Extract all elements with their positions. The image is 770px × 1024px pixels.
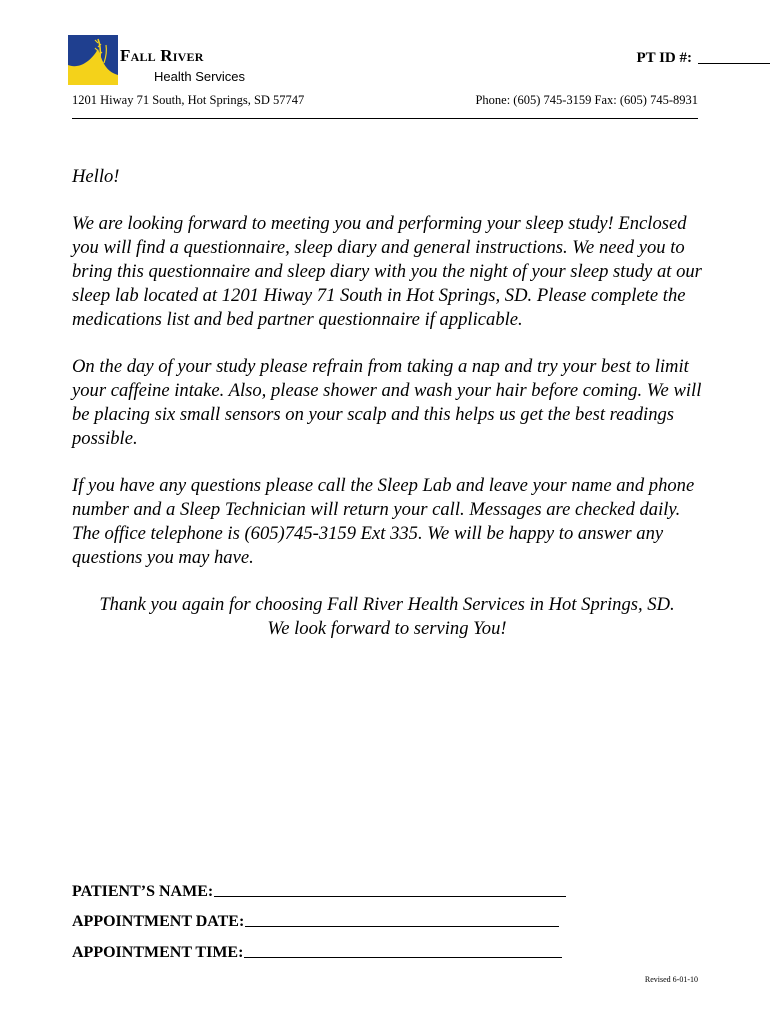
greeting: Hello! [72,166,120,187]
org-subtitle: Health Services [154,69,246,84]
paragraph-study-day: On the day of your study please refrain from taking a nap and try your best to limit your caffeine intake. Also, please shower and wash your hair before coming. We will be placing six small sensors on your scalp and this helps us get the best readings possible. [72,356,702,449]
paragraph-questions: If you have any questions please call the Sleep Lab and leave your name and phone number and a Sleep Technician will return your call. Messages are checked daily. The office telephone is (605)745-3159 Ext 335. We will be happy to answer any questions you may have. [72,475,695,568]
address: 1201 Hiway 71 South, Hot Springs, SD 57747 [72,93,305,107]
closing-line-1: Thank you again for choosing Fall River Health Services in Hot Springs, SD. [99,594,675,615]
contact-info: Phone: (605) 745-3159 Fax: (605) 745-8931 [475,93,698,107]
revision-note: Revised 6-01-10 [644,975,698,984]
letter-body [72,165,702,664]
closing-line-2: We look forward to serving You! [267,618,507,639]
pt-id-blank[interactable] [698,63,770,64]
appointment-time-blank[interactable] [244,957,562,958]
org-logo [68,35,248,91]
appointment-date-field [72,913,559,931]
org-name: Fall River [120,46,204,65]
patient-name-field [72,883,566,901]
pt-id-label: PT ID #: [636,50,692,66]
wheat-logo-icon [68,35,118,85]
appointment-date-blank[interactable] [245,926,559,927]
appointment-time-label: APPOINTMENT TIME: [72,944,244,961]
patient-name-label: PATIENT’S NAME: [72,883,214,900]
header-divider [72,118,698,119]
patient-name-blank[interactable] [214,896,566,897]
pt-id-field [636,50,770,67]
appointment-time-field [72,944,562,962]
closing [72,593,702,641]
appointment-date-label: APPOINTMENT DATE: [72,913,245,930]
paragraph-intro: We are looking forward to meeting you and performing your sleep study! Enclosed you will find a questionnaire, sleep diary and general instructions. We need you to bring this questionnaire and sleep diary with you the night of your sleep study at our sleep lab located at 1201 Hiway 71 South in Hot Springs, SD. Please complete the medications list and bed partner questionnaire if applicable. [72,213,702,330]
